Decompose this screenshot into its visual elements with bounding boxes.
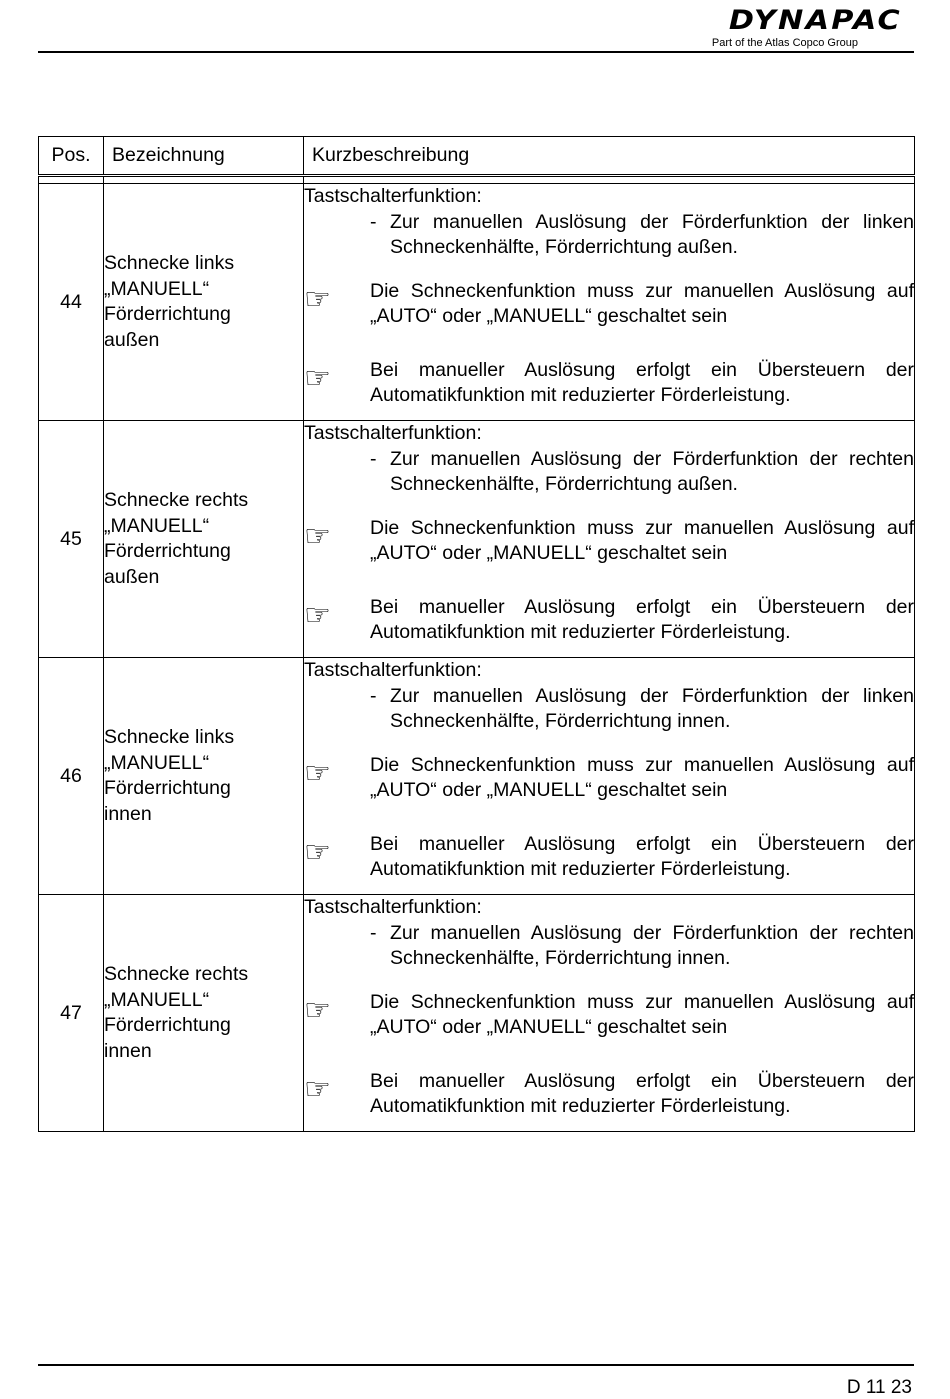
pointing-hand-icon: ☞ [304,518,331,554]
logo-subtitle: Part of the Atlas Copco Group [711,37,858,49]
note [304,753,914,804]
note [304,595,914,646]
item-name-line: Schnecke rechts [104,963,249,985]
pointing-hand-icon: ☞ [304,1071,331,1107]
table-row [39,658,915,895]
pointing-hand-icon: ☞ [304,992,331,1028]
note-text: Bei manueller Auslösung erfolgt ein Übersteuern der Automatikfunktion mit reduzierter Förderleistung. [370,1069,914,1117]
note [304,279,914,330]
pointing-hand-icon: ☞ [304,597,331,633]
bullet-dash: - [370,210,377,233]
page-number: D 11 23 [846,1377,912,1398]
item-name-line: außen [104,565,160,588]
note-text: Die Schneckenfunktion muss zur manuellen Auslösung auf „AUTO“ oder „MANUELL“ geschaltet sein [370,279,914,327]
table-row [39,421,915,658]
note [304,990,914,1041]
item-name-line: innen [104,802,152,825]
function-title: Tastschalterfunktion: [304,896,482,918]
item-name-line: „MANUELL“ [104,988,210,1011]
column-header-pos: Pos. [39,137,104,176]
item-name-line: Förderrichtung [104,777,231,799]
column-header-name: Bezeichnung [104,137,304,176]
note-text: Bei manueller Auslösung erfolgt ein Übersteuern der Automatikfunktion mit reduzierter Förderleistung. [370,358,914,406]
function-title: Tastschalterfunktion: [304,659,482,681]
table-header-row [39,137,915,176]
item-name-line: Schnecke links [104,726,235,748]
item-name [104,184,304,421]
pointing-hand-icon: ☞ [304,755,331,791]
bullet-dash: - [370,447,377,470]
column-header-description: Kurzbeschreibung [304,137,915,176]
item-description [304,421,915,658]
item-name [104,658,304,895]
function-table [38,136,915,1132]
position-number: 46 [39,658,104,895]
item-name-line: innen [104,1039,152,1062]
position-number: 45 [39,421,104,658]
item-name [104,421,304,658]
item-name-line: Förderrichtung [104,1014,231,1036]
item-name-line: Schnecke links [104,252,235,274]
function-bullet [370,447,914,498]
item-name-line: „MANUELL“ [104,751,210,774]
note [304,832,914,883]
bullet-text: Zur manuellen Auslösung der Förderfunktion der linken Schneckenhälfte, Förderrichtung außen. [390,210,914,258]
item-description [304,184,915,421]
item-name-line: außen [104,328,160,351]
item-name-line: „MANUELL“ [104,277,210,300]
bullet-text: Zur manuellen Auslösung der Förderfunktion der rechten Schneckenhälfte, Förderrichtung innen. [390,921,914,969]
function-title: Tastschalterfunktion: [304,185,482,207]
bullet-dash: - [370,921,377,944]
item-name-line: Förderrichtung [104,303,231,325]
note-text: Bei manueller Auslösung erfolgt ein Übersteuern der Automatikfunktion mit reduzierter Förderleistung. [370,595,914,643]
bullet-dash: - [370,684,377,707]
dynapac-logo [682,6,902,50]
pointing-hand-icon: ☞ [304,834,331,870]
logo-wordmark: DYNAPAC [728,5,902,36]
position-number: 44 [39,184,104,421]
pointing-hand-icon: ☞ [304,360,331,396]
table-row [39,184,915,421]
header-spacer-row [39,176,915,184]
position-number: 47 [39,895,104,1132]
note-text: Die Schneckenfunktion muss zur manuellen Auslösung auf „AUTO“ oder „MANUELL“ geschaltet sein [370,516,914,564]
bullet-text: Zur manuellen Auslösung der Förderfunktion der linken Schneckenhälfte, Förderrichtung innen. [390,684,914,732]
note-text: Die Schneckenfunktion muss zur manuellen Auslösung auf „AUTO“ oder „MANUELL“ geschaltet sein [370,990,914,1038]
function-bullet [370,210,914,261]
function-bullet [370,684,914,735]
pointing-hand-icon: ☞ [304,281,331,317]
note-text: Die Schneckenfunktion muss zur manuellen Auslösung auf „AUTO“ oder „MANUELL“ geschaltet sein [370,753,914,801]
header-rule [38,51,914,53]
item-name-line: „MANUELL“ [104,514,210,537]
item-description [304,658,915,895]
note-text: Bei manueller Auslösung erfolgt ein Übersteuern der Automatikfunktion mit reduzierter Förderleistung. [370,832,914,880]
note [304,358,914,409]
function-bullet [370,921,914,972]
function-title: Tastschalterfunktion: [304,422,482,444]
note [304,516,914,567]
table-row [39,895,915,1132]
footer-rule [38,1364,914,1366]
item-description [304,895,915,1132]
bullet-text: Zur manuellen Auslösung der Förderfunktion der rechten Schneckenhälfte, Förderrichtung außen. [390,447,914,495]
note [304,1069,914,1120]
item-name-line: Schnecke rechts [104,489,249,511]
item-name-line: Förderrichtung [104,540,231,562]
item-name [104,895,304,1132]
